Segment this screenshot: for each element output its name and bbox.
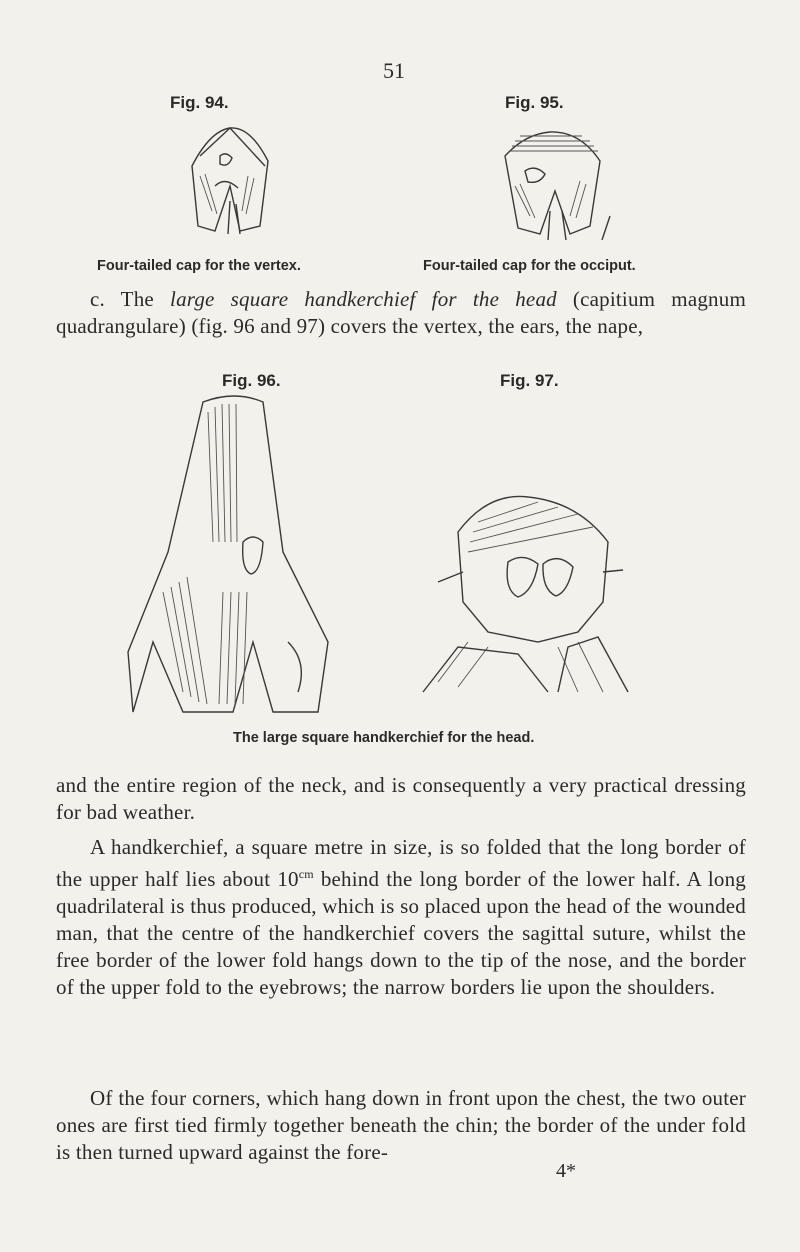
p1-prefix: c. The <box>90 287 171 311</box>
figure-caption-94: Four-tailed cap for the vertex. <box>97 258 301 274</box>
paragraph-3 <box>56 834 746 1001</box>
figure-label-97: Fig. 97. <box>500 371 559 390</box>
figure-label-94: Fig. 94. <box>170 93 229 112</box>
p3-superscript: cm <box>298 867 314 881</box>
figure-94-illustration <box>170 116 290 238</box>
shared-figure-caption: The large square handkerchief for the head. <box>233 730 535 746</box>
figure-label-95: Fig. 95. <box>505 93 564 112</box>
figure-95-illustration <box>470 116 620 240</box>
figure-caption-95: Four-tailed cap for the occiput. <box>423 258 636 274</box>
signature-mark: 4* <box>556 1160 576 1182</box>
page-number: 51 <box>383 58 405 83</box>
figure-96-illustration <box>123 392 343 714</box>
figure-label-96: Fig. 96. <box>222 371 281 390</box>
p3-part-b: behind the long border of the lower half. A long quadrilateral is thus produced, which is so placed upon the head of the wounded man, that the centre of the handkerchief covers the sagittal suture, whilst the free border of the lower fold hangs down to the tip of the nose, and the border of the upper fold to the eyebrows; the narrow borders lie upon the shoulders. <box>56 867 746 999</box>
paragraph-4: Of the four corners, which hang down in front upon the chest, the two outer ones are first tied firmly together beneath the chin; the border of the under fold is then turned upward against the fore- <box>56 1086 746 1164</box>
figure-97-illustration <box>418 392 630 714</box>
paragraph-2: and the entire region of the neck, and is consequently a very practical dressing for bad weather. <box>56 773 746 824</box>
paragraph-1 <box>56 286 746 340</box>
p3-part-a: A handkerchief, a square metre in size, is so folded that the long border of the upper half lies about 10 <box>56 835 746 891</box>
p1-suffix: (capitium magnum quadrangulare) (fig. 96 and 97) covers the vertex, the ears, the nape, <box>56 287 746 338</box>
p1-italic: large square handkerchief for the head <box>170 287 557 311</box>
